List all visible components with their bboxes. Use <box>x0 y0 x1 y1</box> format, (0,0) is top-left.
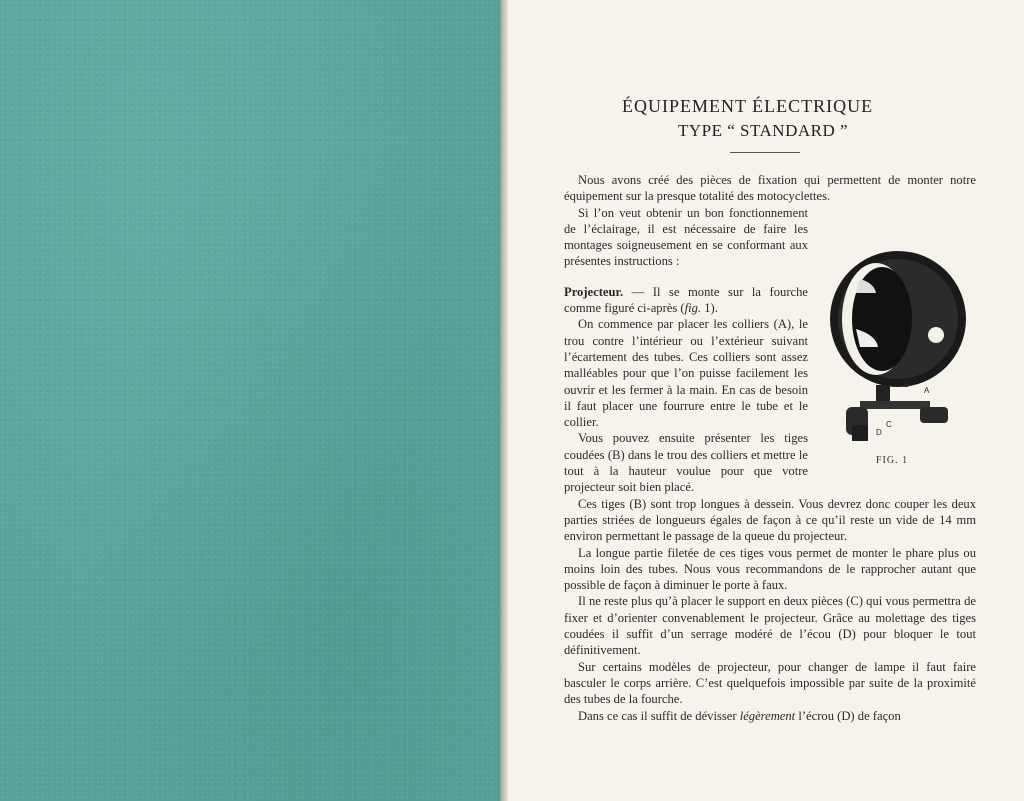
paragraph: Sur certains modèles de projecteur, pour changer de lampe il faut faire basculer le corps arrière. C’est quelquefois impossible par suite de la proximité des tubes de la fourche. <box>564 659 976 707</box>
text-page <box>508 0 1024 801</box>
figure-label-c: C <box>886 419 892 429</box>
section-heading: Projecteur. <box>564 284 624 299</box>
page-subtitle: TYPE “ STANDARD ” <box>678 121 849 140</box>
paragraph: Ces tiges (B) sont trop longues à dessein. Vous devrez donc couper les deux parties striées de longueurs égales de façon à ce qu’il reste un vide de 14 mm environ permettant le passage de la queue du projecteur. <box>564 496 976 544</box>
title-divider <box>730 152 800 153</box>
paragraph: Projecteur. — Il se monte sur la fourche comme figuré ci-après (fig. 1). <box>564 284 808 316</box>
headlamp-illustration <box>816 249 976 449</box>
paragraph: Dans ce cas il suffit de dévisser légèrement l’écrou (D) de façon <box>578 708 901 723</box>
figure-1 <box>816 249 976 473</box>
blank-cover-page <box>0 0 502 801</box>
figure-label-a: A <box>924 385 930 395</box>
paragraph: Si l’on veut obtenir un bon fonctionnement de l’éclairage, il est nécessaire de faire les montages soigneusement en se conformant aux présentes instructions : <box>564 205 808 269</box>
page-title: ÉQUIPEMENT ÉLECTRIQUE <box>622 96 874 116</box>
paragraph: On commence par placer les colliers (A), le trou contre l’intérieur ou l’extérieur suivant l’écartement des tubes. Ces colliers sont assez malléables pour que l’on puisse facilement les ouvrir et les fermer à la main. En cas de besoin il faut placer une fourrure entre le tube et le collier. <box>564 317 808 430</box>
body-text <box>564 172 976 724</box>
paragraph: Vous pouvez ensuite présenter les tiges coudées (B) dans le trou des colliers et mettre le tout à la hauteur voulue pour que votre projecteur soit bien placé. <box>564 431 808 495</box>
paragraph: Nous avons créé des pièces de fixation qui permettent de monter notre équipement sur la presque totalité des motocyclettes. <box>564 173 976 204</box>
paragraph: La longue partie filetée de ces tiges vous permet de monter le phare plus ou moins loin des tubes. Nous vous recommandons de le rapprocher autant que possible de façon à diminuer le porte à faux. <box>564 545 976 593</box>
figure-label-b: B <box>904 379 910 389</box>
paragraph: Il ne reste plus qu’à placer le support en deux pièces (C) qui vous permettra de fixer et d’orienter convenablement le projecteur. Grâce au molettage des tiges coudées il suffit d’un serrage modéré de l’écou (D) pour bloquer le tout définitivement. <box>564 594 976 658</box>
figure-label-d: D <box>876 427 882 437</box>
figure-caption: FIG. 1 <box>876 454 909 466</box>
